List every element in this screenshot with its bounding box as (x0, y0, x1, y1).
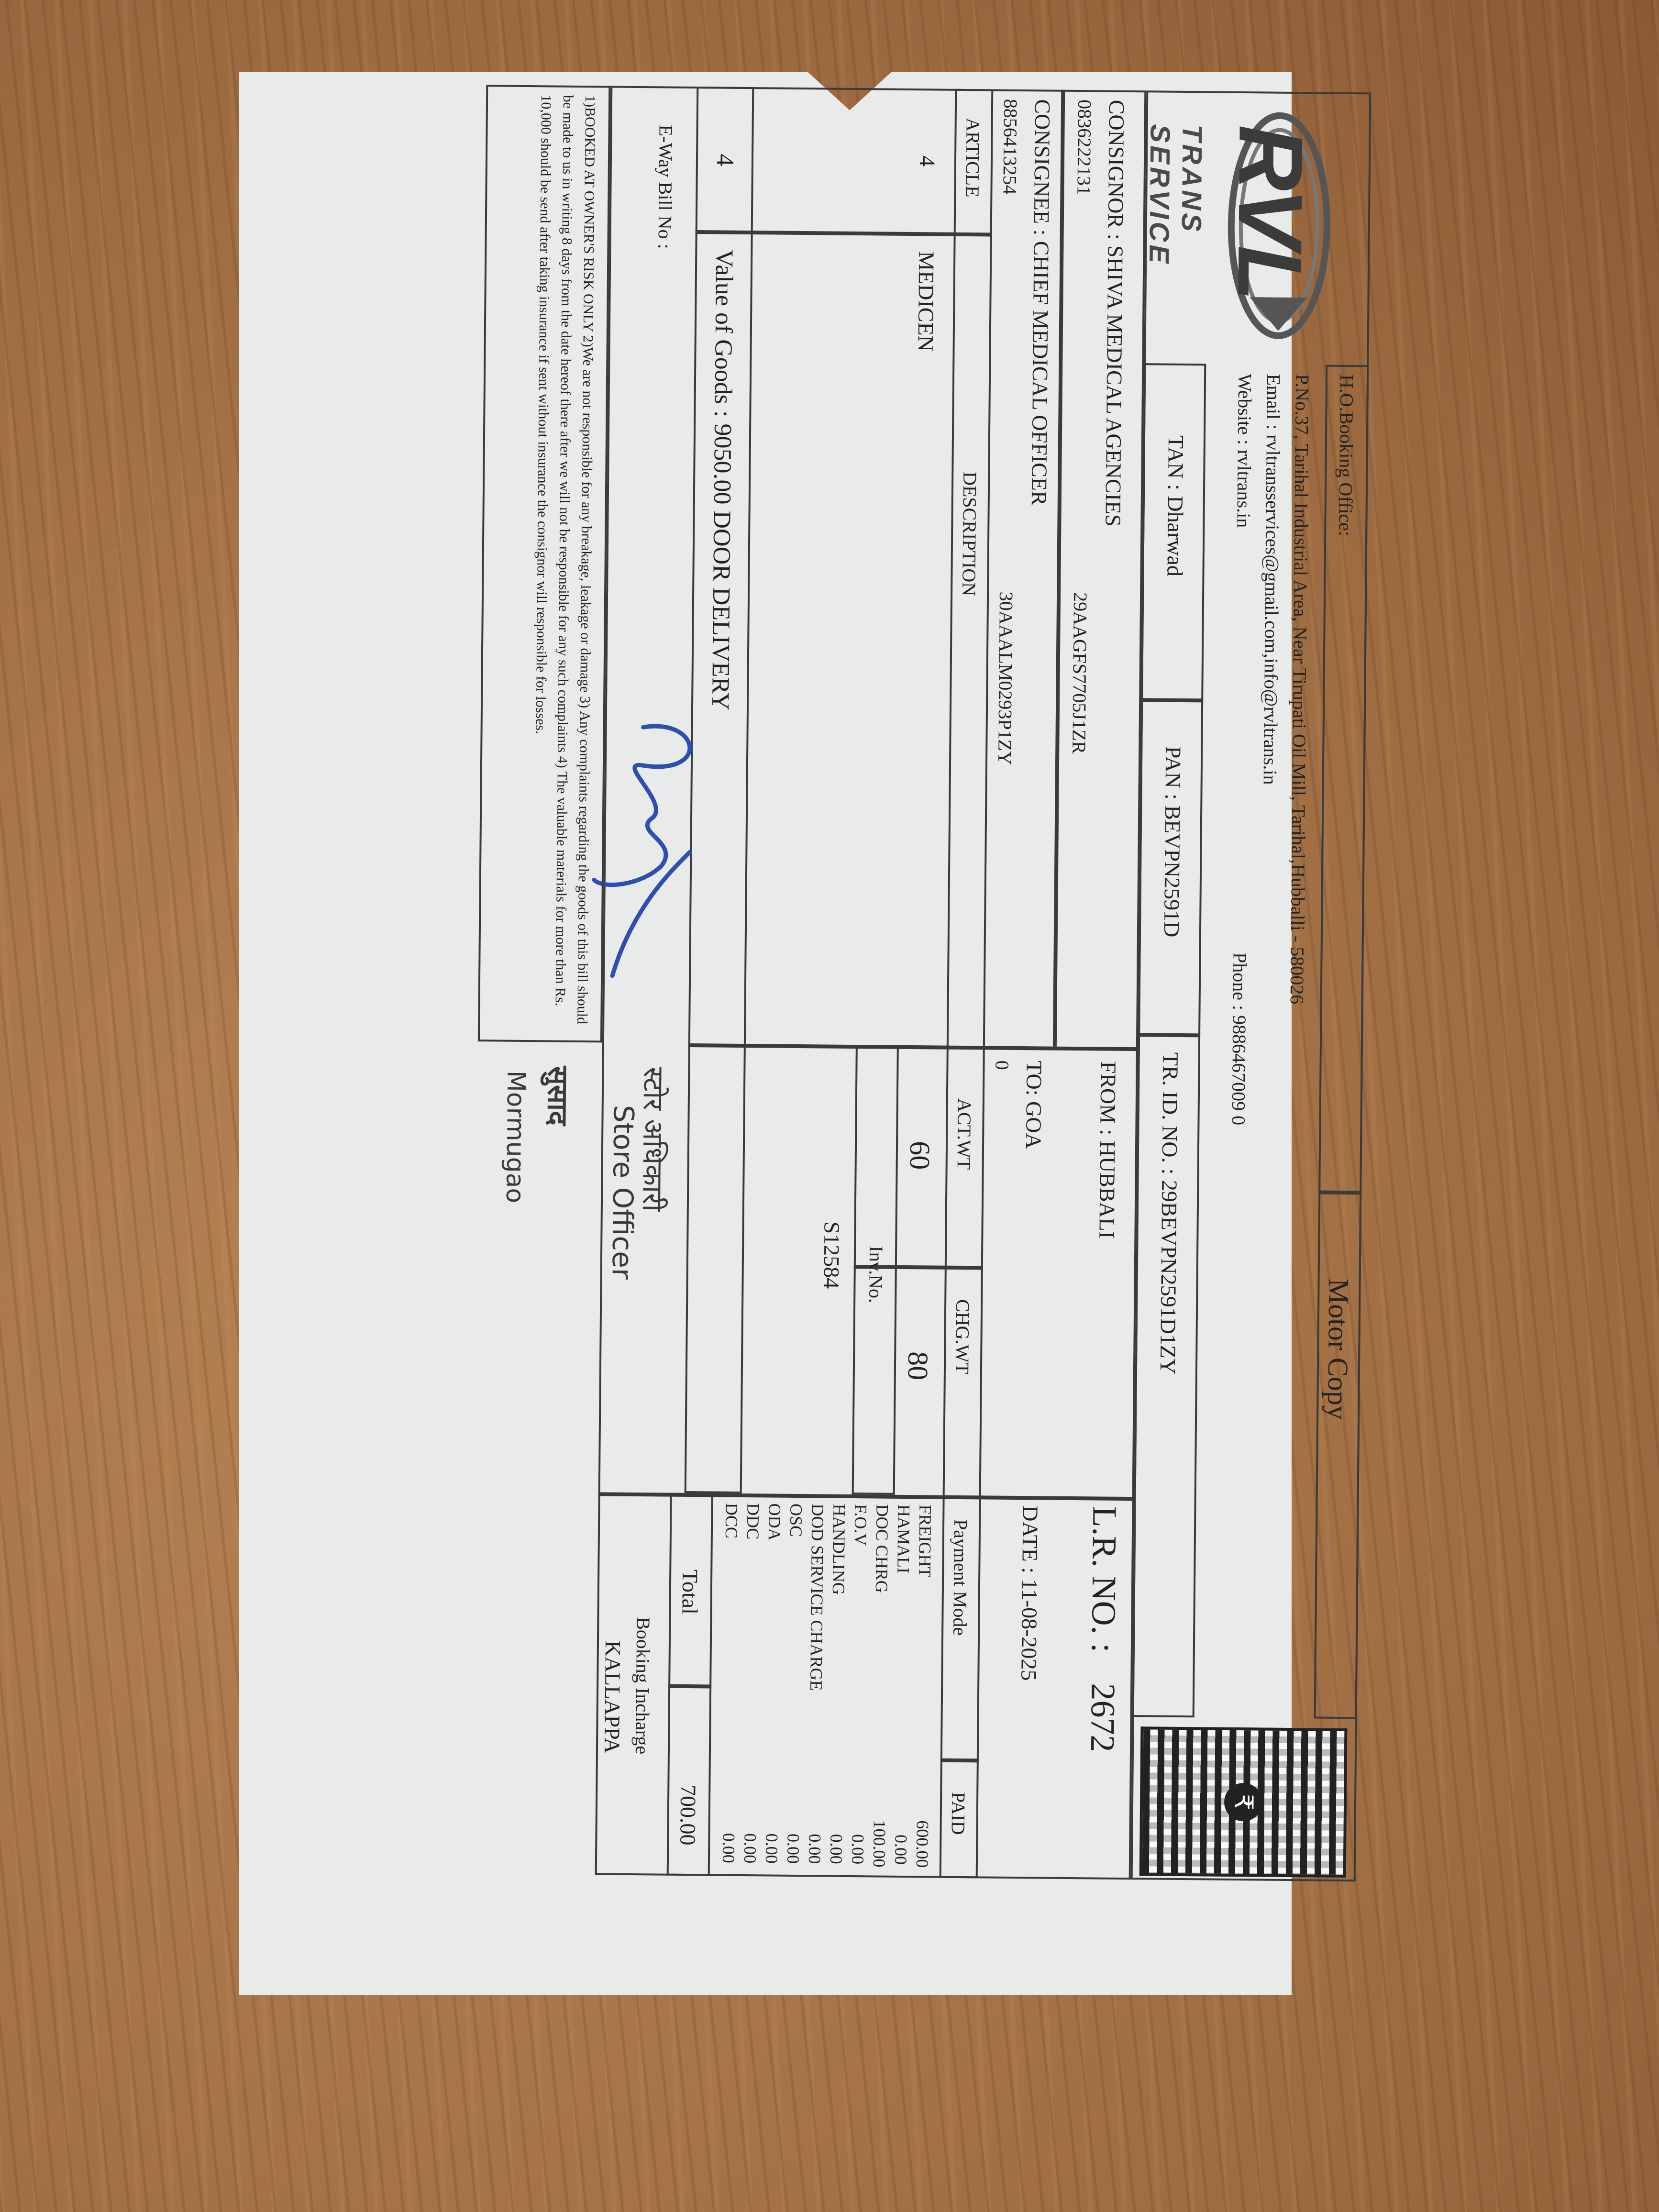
charge-amount-1: 0.00 (891, 1834, 911, 1865)
charge-amount-6: 0.00 (783, 1833, 803, 1864)
consignor-label: CONSIGNOR : SHIVA MEDICAL AGENCIES (1101, 100, 1129, 527)
eway-bill: E-Way Bill No : (654, 124, 677, 249)
charge-name-9: DCC (721, 1503, 741, 1539)
row-chg-wt: 80 (902, 1351, 934, 1381)
tax-divider-1 (1141, 698, 1203, 702)
charge-amount-3: 0.00 (848, 1834, 868, 1865)
tax-divider-2 (1138, 1033, 1200, 1037)
row-description: MEDICEN (913, 251, 939, 352)
total-articles: 4 (711, 154, 739, 166)
charge-name-8: DDC (743, 1503, 763, 1540)
total-value: 700.00 (675, 1784, 701, 1846)
charge-name-1: HAMALI (894, 1504, 914, 1574)
consignor-gst: 29AAGFS7705J1ZR (1068, 592, 1092, 754)
ho-booking-office: H.O.Booking Office: (1335, 374, 1358, 537)
rupee-icon: ₹ (1224, 1783, 1263, 1822)
charge-amount-9: 0.00 (719, 1833, 739, 1863)
charge-name-5: DOD SERVICE CHARGE (807, 1504, 828, 1691)
handwritten-signature (584, 708, 730, 996)
stamp-line-2: Store Officer (606, 1105, 640, 1280)
charge-amount-7: 0.00 (762, 1833, 782, 1864)
copy-label: Motor Copy (1322, 1278, 1355, 1420)
address: P.No.37, Tarihal Industrial Area, Near Tirupati Oil Mill, Tarihal,Hubballi - 580026 (1286, 374, 1314, 1005)
charge-amount-5: 0.00 (805, 1834, 825, 1864)
charge-amount-0: 600.00 (912, 1820, 932, 1868)
consignor-phone: 0836222131 (1073, 99, 1096, 196)
copy-label-box (1314, 1192, 1362, 1719)
lorry-receipt (447, 85, 1371, 1881)
charge-amount-8: 0.00 (740, 1833, 760, 1864)
phone: Phone : 9886467009 0 (1228, 952, 1251, 1126)
col-div-5 (940, 1759, 979, 1763)
inv-number: S12584 (819, 1221, 844, 1289)
lr-date: DATE : 11-08-2025 (1017, 1505, 1043, 1681)
charge-name-7: ODA (764, 1503, 785, 1541)
pan-number: PAN : BEVPN2591D (1159, 746, 1186, 938)
stamp-line-1: स्टोर अधिकारी (636, 1067, 670, 1212)
row-article: 4 (915, 155, 940, 167)
total-label: Total (677, 1569, 703, 1615)
consignee-phone: 8856413254 (999, 99, 1022, 195)
email: Email : rvltransservices@gmail.com,info@rvltrans.in (1259, 374, 1285, 785)
payment-mode-value: PAID (947, 1792, 970, 1835)
consignee-label: CONSIGNEE : CHIEF MEDICAL OFFICER (1027, 99, 1055, 506)
booking-incharge-name: KALLAPPA (599, 1640, 625, 1754)
charge-name-0: FREIGHT (915, 1504, 935, 1578)
rvl-logo (1143, 105, 1338, 346)
website: Website : rvltrans.in (1233, 373, 1256, 528)
col-act-wt: ACT.WT (953, 1098, 975, 1170)
terms-text: 1)BOOKED AT OWNER'S RISK ONLY 2)We are not responsible for any breakage, leakage or damage 3) Any complaints regarding the goods of this bill should be made to us in writing 8 days from the date hereof there after we will not be responsible for any such complaints 4) The valuable materials for more than Rs. 10,000 should be send after taking insurance if sent without insurance the consignor will responsible for losses. (532, 95, 598, 1025)
stamp-line-4: Mormugao (500, 1070, 531, 1204)
charge-name-3: F.O.V (851, 1504, 871, 1546)
booking-incharge-label: Booking Incharge (631, 1617, 654, 1755)
qr-code (1139, 1726, 1348, 1878)
col-chg-wt: CHG.WT (951, 1299, 974, 1374)
col-article: ARTICLE (962, 117, 984, 198)
payment-mode-label: Payment Mode (949, 1519, 972, 1636)
charge-amount-2: 100.00 (869, 1820, 889, 1868)
value-of-goods: Value of Goods : 9050.00 DOOR DELIVERY (706, 249, 738, 711)
tan-number: TAN : Dharwad (1162, 435, 1189, 577)
charge-name-2: DOC CHRG (872, 1504, 892, 1593)
charge-name-6: OSC (786, 1503, 806, 1537)
lr-number: 2672 (1083, 1683, 1123, 1752)
consignee-gst: 30AAALM0293P1ZY (994, 591, 1018, 765)
route-to-code: 0 (991, 1060, 1013, 1070)
row-act-wt: 60 (904, 1140, 936, 1170)
logo-main-text: RVL (1218, 124, 1322, 299)
stamp-line-3: सुसाद (541, 1066, 575, 1126)
inv-label: Inv.No. (865, 1246, 887, 1304)
logo-sub-text: TRANS SERVICE (1143, 124, 1208, 266)
charge-name-4: HANDLING (829, 1504, 849, 1595)
tr-id-number: TR. ID. NO. : 29BEVPN2591D1ZY (1155, 1052, 1183, 1375)
route-from: FROM : HUBBALI (1095, 1061, 1121, 1239)
route-to: TO: GOA (1021, 1061, 1047, 1149)
charge-amount-4: 0.00 (826, 1834, 846, 1864)
total-divider (668, 1684, 711, 1689)
col-description: DESCRIPTION (958, 471, 981, 597)
lr-label: L.R. NO. : (1084, 1506, 1124, 1653)
